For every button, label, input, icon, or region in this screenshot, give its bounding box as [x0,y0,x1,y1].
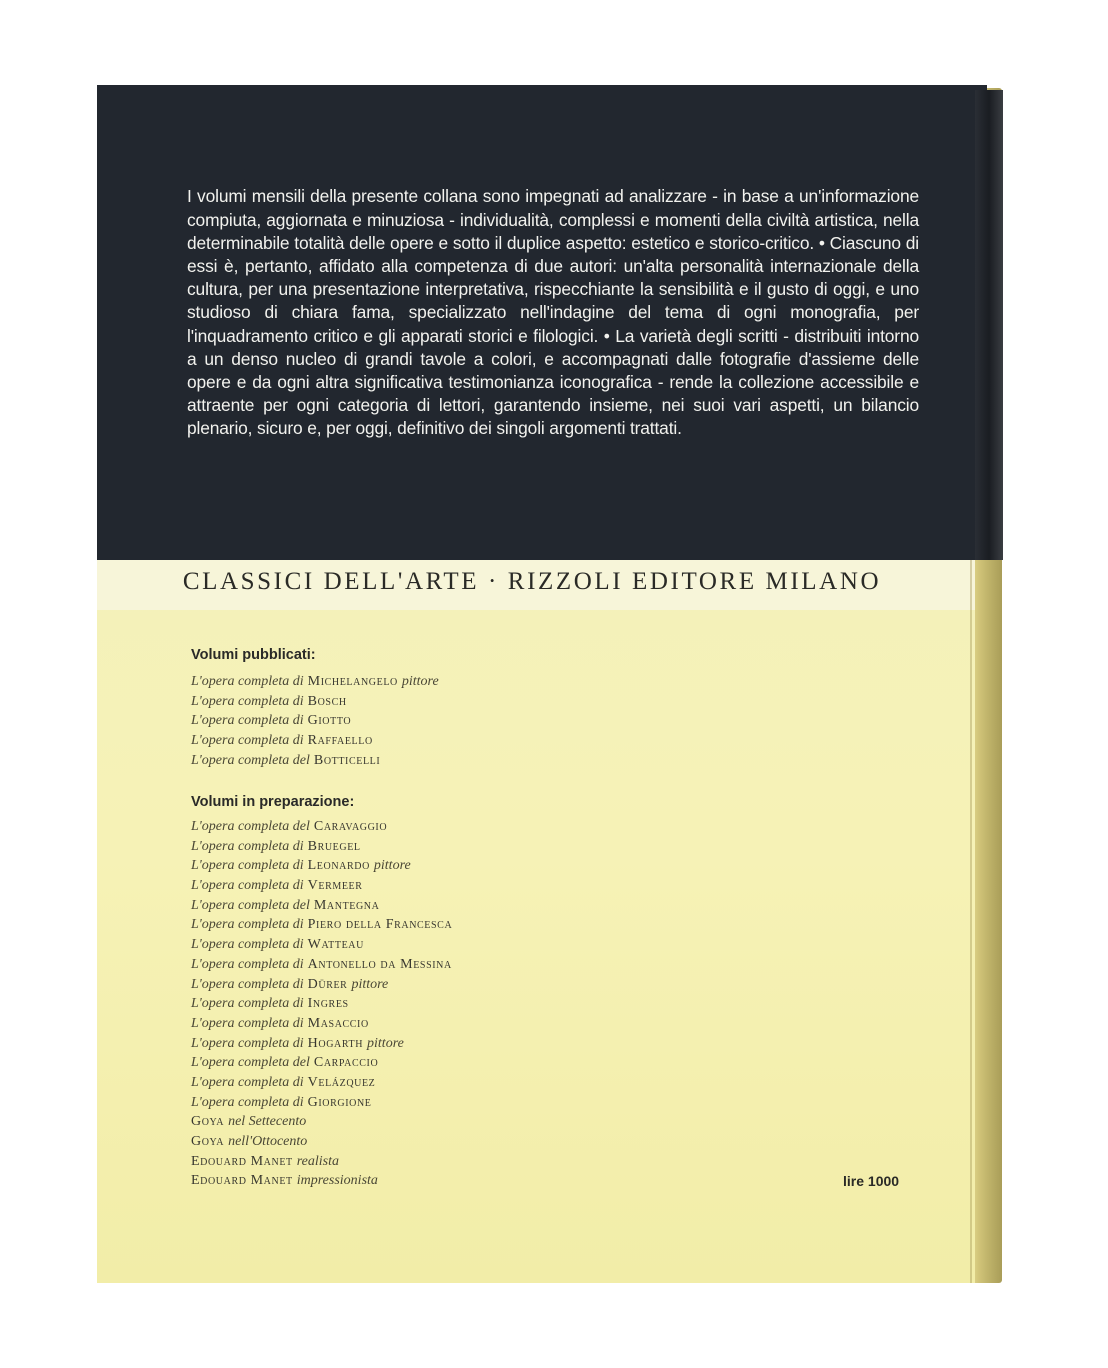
list-item [191,672,439,692]
title-prefix: L'opera completa di [191,1035,304,1051]
title-prefix: L'opera completa di [191,937,304,953]
title-suffix: realista [296,1153,340,1169]
list-item [191,837,452,857]
title-suffix: impressionista [296,1173,378,1189]
artist-name: Mantegna [313,897,380,913]
title-prefix: L'opera completa del [191,897,310,913]
list-item [191,817,452,837]
title-prefix: L'opera completa di [191,996,304,1012]
list-item [191,896,452,916]
artist-name: Carpaccio [313,1055,379,1071]
artist-name: Leonardo [307,858,370,874]
list-item [191,1034,452,1054]
price-label: lire 1000 [843,1173,900,1189]
title-prefix: L'opera completa di [191,674,304,689]
list-item [191,1132,452,1152]
list-item [191,731,439,751]
artist-name: Goya [191,1114,225,1130]
series-title: CLASSICI DELL'ARTE · RIZZOLI EDITORE MILANO [182,568,882,595]
title-prefix: L'opera completa di [191,1094,304,1110]
published-list [191,672,439,770]
title-suffix: pittore [351,976,389,992]
list-item [191,692,439,712]
artist-name: Vermeer [307,878,363,894]
title-suffix: pittore [373,858,411,874]
title-suffix: pittore [367,1035,404,1051]
artist-name: Edouard Manet [191,1173,293,1189]
artist-name: Bruegel [307,838,361,854]
artist-name: Giotto [307,713,352,729]
upcoming-list [191,817,452,1191]
upcoming-heading: Volumi in preparazione: [191,794,355,810]
list-item [191,1014,452,1034]
artist-name: Piero della Francesca [307,917,453,933]
artist-name: Hogarth [307,1035,364,1051]
artist-name: Caravaggio [313,819,388,834]
artist-name: Ingres [307,996,349,1012]
artist-name: Dürer [307,976,348,992]
list-item [191,975,452,995]
artist-name: Edouard Manet [191,1153,293,1169]
list-item [191,1171,452,1191]
title-prefix: L'opera completa di [191,858,304,874]
title-suffix: nell'Ottocento [228,1134,308,1149]
list-item [191,1053,452,1073]
list-item [191,994,452,1014]
list-item [191,711,439,731]
list-item [191,915,452,935]
artist-name: Antonello da Messina [307,956,452,972]
title-prefix: L'opera completa del [191,819,310,834]
title-prefix: L'opera completa del [191,1055,310,1071]
title-prefix: L'opera completa di [191,878,304,894]
artist-name: Goya [191,1134,225,1149]
list-item [191,1152,452,1172]
title-suffix: nel Settecento [228,1114,307,1130]
artist-name: Michelangelo [307,674,398,689]
title-prefix: L'opera completa di [191,976,304,992]
top-panel-spine-edge [975,90,1003,560]
artist-name: Watteau [307,937,364,953]
artist-name: Raffaello [307,733,373,749]
list-item [191,935,452,955]
title-prefix: L'opera completa di [191,1074,304,1090]
artist-name: Masaccio [307,1015,369,1031]
title-prefix: L'opera completa di [191,713,304,729]
title-prefix: L'opera completa di [191,1015,304,1031]
list-item [191,856,452,876]
title-prefix: L'opera completa di [191,733,304,749]
title-prefix: L'opera completa di [191,838,304,854]
list-item [191,1093,452,1113]
title-suffix: pittore [401,674,439,689]
list-item [191,751,439,771]
list-item [191,1112,452,1132]
title-prefix: L'opera completa di [191,917,304,933]
list-item [191,955,452,975]
title-prefix: L'opera completa di [191,693,304,709]
title-prefix: L'opera completa del [191,752,310,768]
title-prefix: L'opera completa di [191,956,304,972]
artist-name: Velázquez [307,1074,376,1090]
published-heading: Volumi pubblicati: [191,647,316,663]
list-item [191,1073,452,1093]
cover-crease [970,560,972,1283]
list-item [191,876,452,896]
artist-name: Botticelli [313,752,381,768]
artist-name: Giorgione [307,1094,372,1110]
intro-paragraph: I volumi mensili della presente collana sono impegnati ad analizzare - in base a un'informazione compiuta, aggiornata e minuziosa - individualità, complessi e momenti della civiltà artistica, nella determinabile totalità delle opere e sotto il duplice aspetto: estetico e storico-critico. • Ciascuno di essi è, pertanto, affidato alla competenza di due autori: un'alta personalità internazionale della cultura, per una presentazione interpretativa, rispecchiante la sensibilità e il gusto di oggi, e uno studioso di chiara fama, specializzato nell'indagine del tema di ogni monografia, per l'inquadramento critico e gli apparati storici e filologici. • La varietà degli scritti - distribuiti intorno a un denso nucleo di grandi tavole a colori, e accompagnati dalle fotografie d'assieme delle opere e da ogni altra significativa testimonianza iconografica - rende la collezione accessibile e attraente per ogni categoria di lettori, garantendo insieme, nei suoi vari aspetti, un bilancio plenario, sicuro e, per oggi, definitivo dei singoli argomenti trattati. [187,186,919,439]
artist-name: Bosch [307,693,347,709]
